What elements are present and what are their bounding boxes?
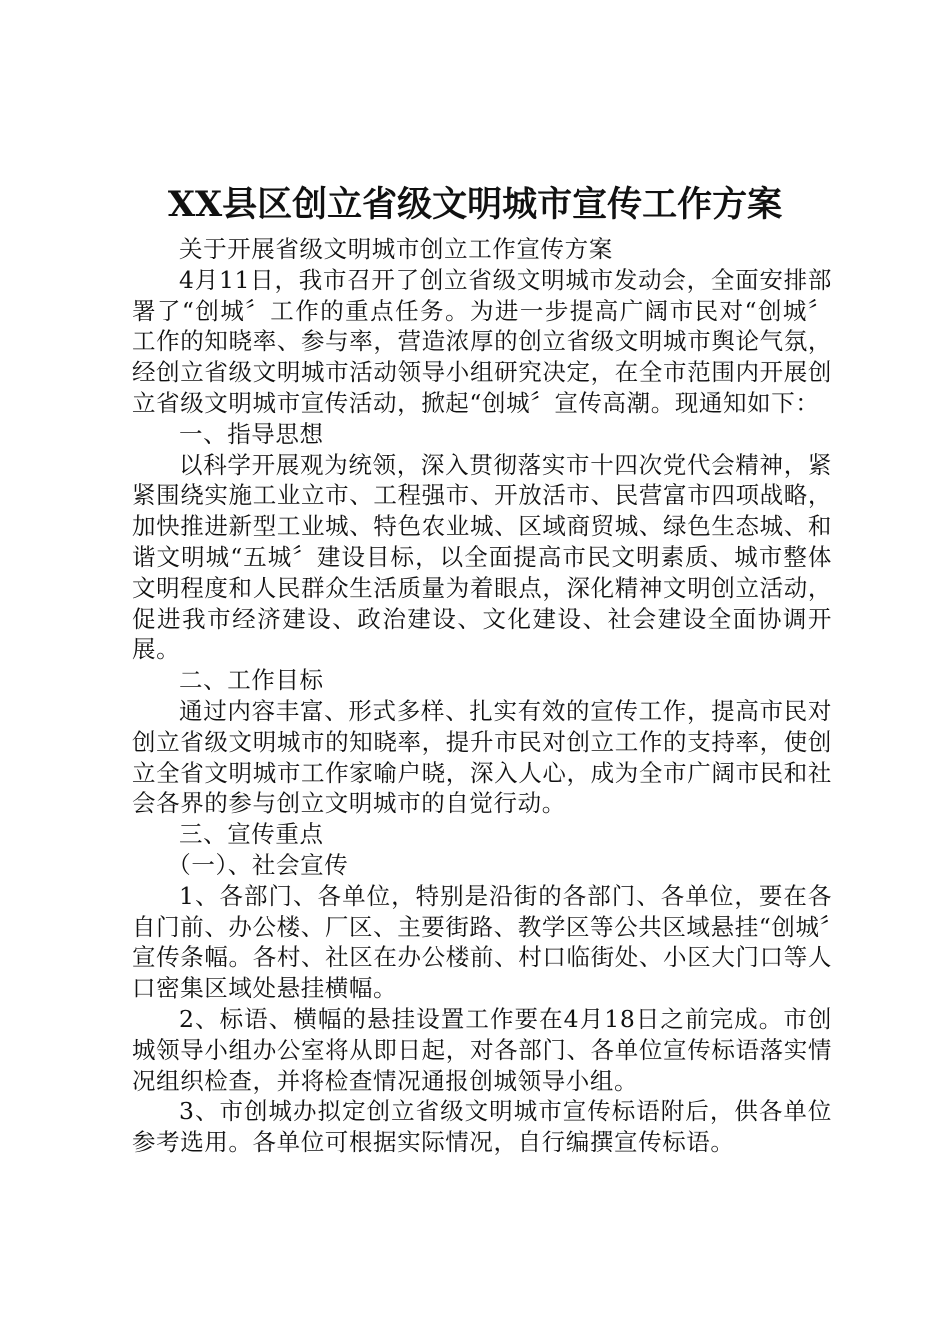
section-text-work-goals: 通过内容丰富、形式多样、扎实有效的宣传工作，提高市民对创立省级文明城市的知晓率，提升市民对创立工作的支持率，使创立全省文明城市工作家喻户晓，深入人心，成为全市广阔市民和社会各界的参与创立文明城市的自觉行动。 — [132, 696, 832, 818]
list-item-1: 1、各部门、各单位，特别是沿街的各部门、各单位，要在各自门前、办公楼、厂区、主要街路、教学区等公共区域悬挂“创城〞宣传条幅。各村、社区在办公楼前、村口临街处、小区大门口等人口密集区域处悬挂横幅。 — [132, 881, 832, 1003]
list-item-2: 2、标语、横幅的悬挂设置工作要在4月18日之前完成。市创城领导小组办公室将从即日起，对各部门、各单位宣传标语落实情况组织检查，并将检查情况通报创城领导小组。 — [132, 1004, 832, 1095]
section-heading-publicity-focus: 三、宣传重点 — [179, 820, 324, 849]
intro-paragraph: 4月11日，我市召开了创立省级文明城市发动会，全面安排部署了“创城〞工作的重点任务。为进一步提高广阔市民对“创城〞工作的知晓率、参与率，营造浓厚的创立省级文明城市舆论气氛，经创立省级文明城市活动领导小组研究决定，在全市范围内开展创立省级文明城市宣传活动，掀起“创城〞宣传高潮。现通知如下： — [132, 265, 832, 417]
sub-heading-social-publicity: （一）、社会宣传 — [167, 850, 349, 879]
section-text-guiding-ideology: 以科学开展观为统领，深入贯彻落实市十四次党代会精神，紧紧围绕实施工业立市、工程强市、开放活市、民营富市四项战略，加快推进新型工业城、特色农业城、区域商贸城、绿色生态城、和谐文明城“五城〞建设目标，以全面提高市民文明素质、城市整体文明程度和人民群众生活质量为着眼点，深化精神文明创立活动，促进我市经济建设、政治建设、文化建设、社会建设全面协调开展。 — [132, 450, 832, 664]
section-heading-work-goals: 二、工作目标 — [179, 666, 324, 695]
document-title: XX县区创立省级文明城市宣传工作方案 — [167, 184, 783, 225]
document-body — [132, 234, 832, 1158]
section-heading-guiding-ideology: 一、指导思想 — [179, 419, 324, 448]
document-subtitle: 关于开展省级文明城市创立工作宣传方案 — [179, 235, 613, 263]
list-item-3: 3、市创城办拟定创立省级文明城市宣传标语附后，供各单位参考选用。各单位可根据实际情况，自行编撰宣传标语。 — [132, 1097, 832, 1157]
